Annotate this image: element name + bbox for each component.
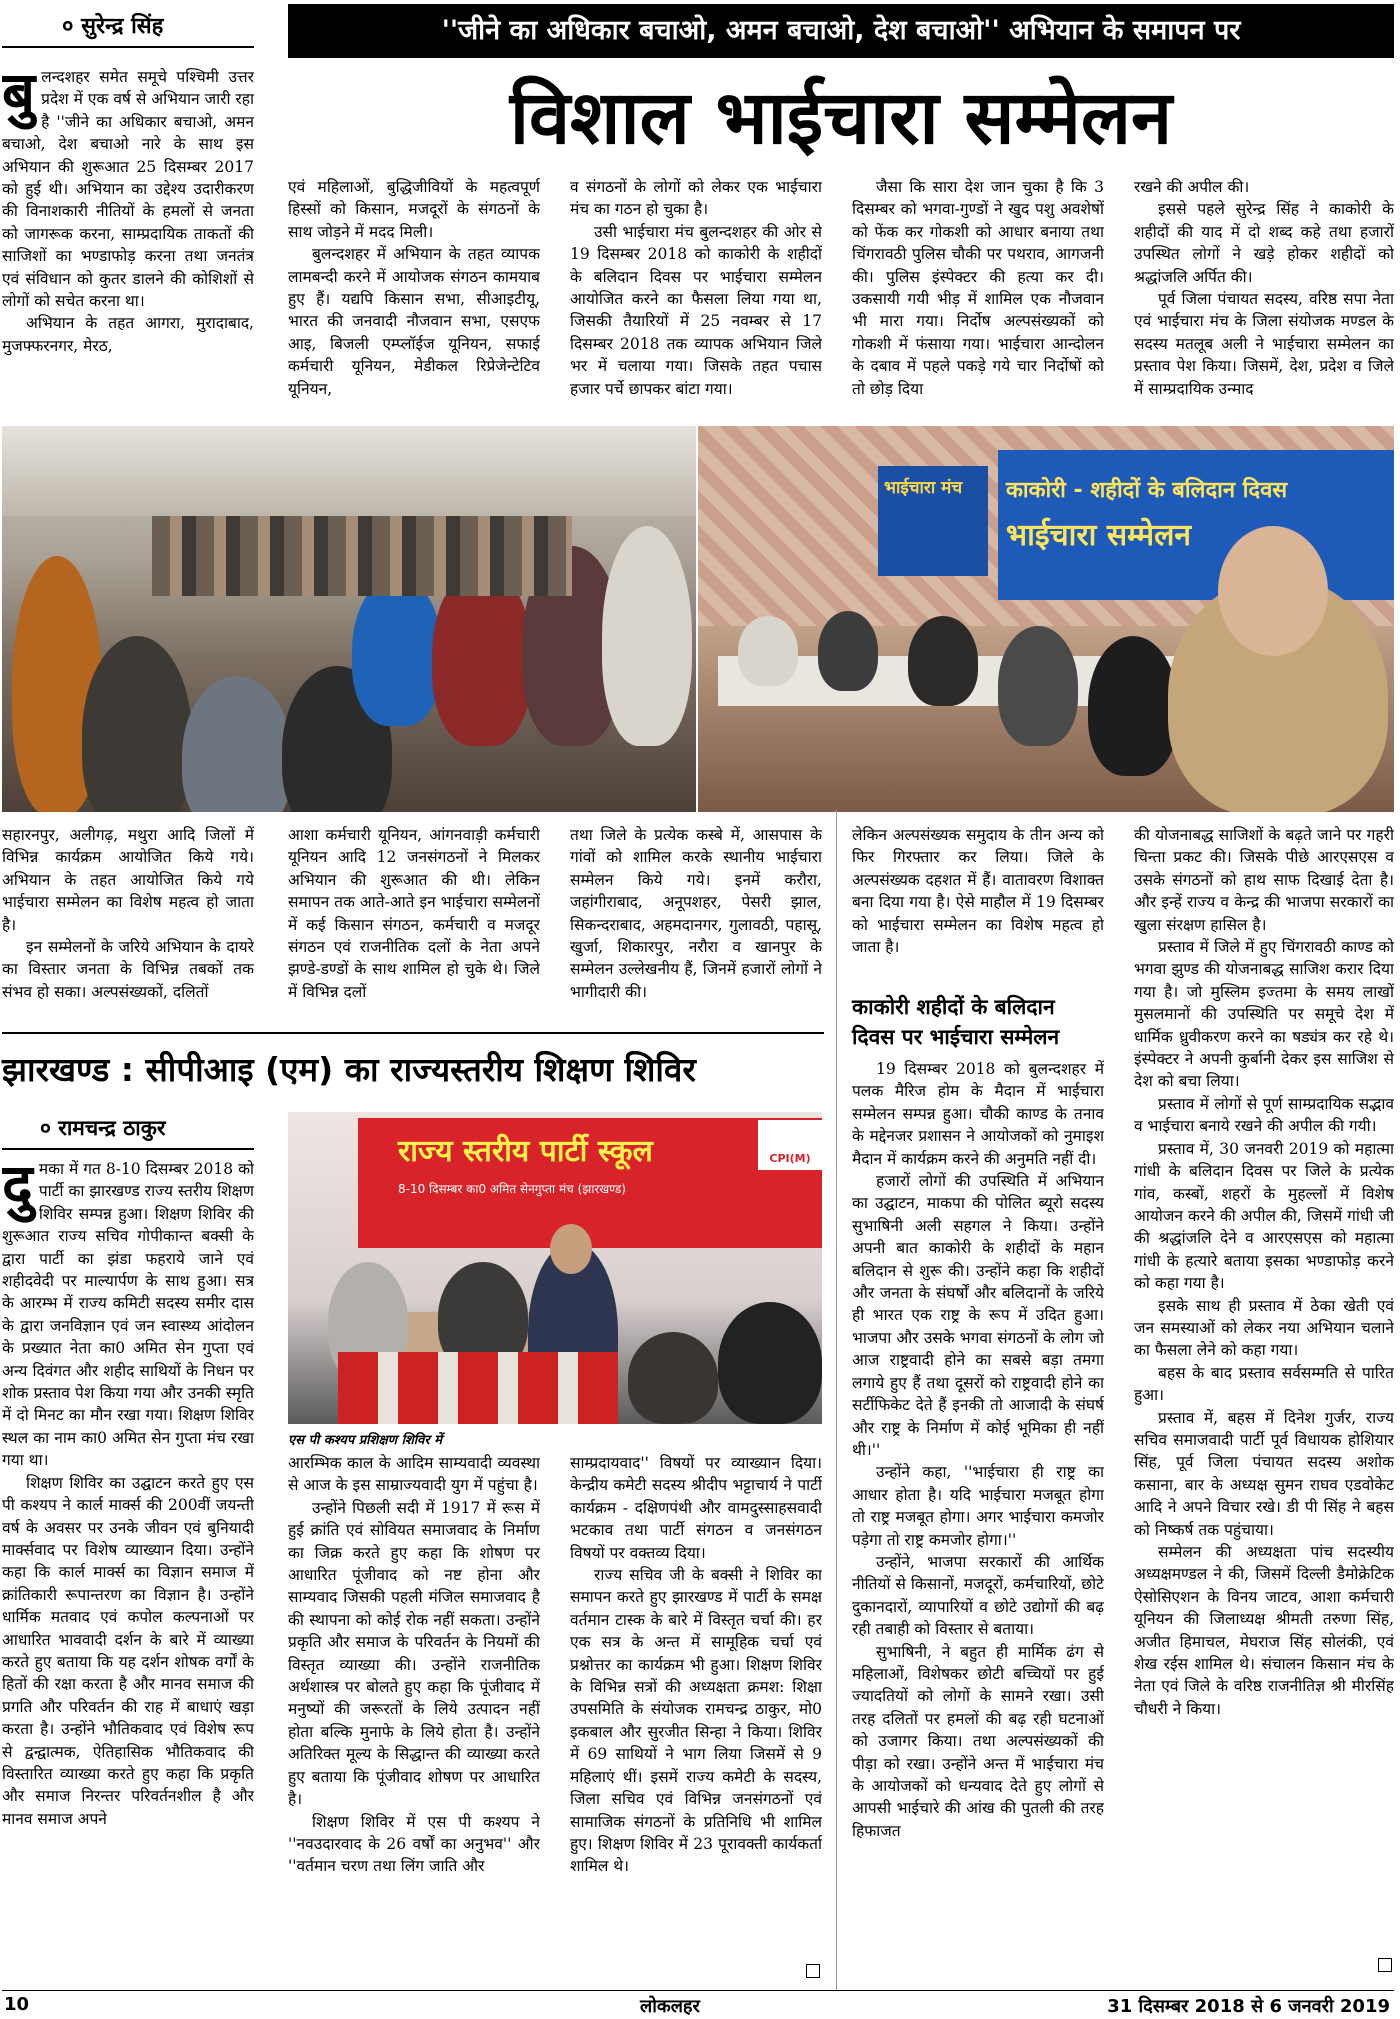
article1-col2-top bbox=[288, 176, 540, 416]
article2-headline: झारखण्ड : सीपीआइ (एम) का राज्यस्तरीय शिक्षण शिविर bbox=[2, 1050, 696, 1089]
paragraph: व संगठनों के लोगों को लेकर एक भाईचारा मंच का गठन हो चुका है। bbox=[570, 178, 822, 219]
article1-col4-bot bbox=[852, 824, 1104, 974]
banner-main-text: काकोरी - शहीदों के बलिदान दिवस bbox=[1006, 478, 1288, 503]
article1-col3-bot bbox=[570, 824, 822, 1004]
cpim-logo bbox=[758, 1120, 822, 1170]
person-figure bbox=[1088, 636, 1178, 776]
person-figure bbox=[908, 616, 978, 706]
sub-headline: काकोरी शहीदों के बलिदान दिवस पर भाईचारा सम्मेलन bbox=[852, 995, 1060, 1049]
banner-left-text: भाईचारा मंच bbox=[884, 478, 963, 498]
person-figure bbox=[718, 1302, 822, 1424]
article1-col2-bot bbox=[288, 824, 540, 1004]
footer-rule bbox=[2, 1990, 1394, 1991]
person-figure bbox=[602, 526, 692, 746]
paragraph: उसी भाईचारा मंच बुलन्दशहर की ओर से 19 दिसम्बर 2018 को काकोरी के शहीदों के बलिदान दिवस पर भाईचारा सम्मेलन आयोजित करने का फैसला लिया गया था, जिसकी तैयारियों में 25 नवम्बर से 17 दिसम्बर 2018 तक व्यापक अभियान जिले भर में चलाया गया। जिसके तहत पचास हजार पर्चे छापकर बांटा गया। bbox=[570, 222, 822, 398]
person-figure bbox=[352, 576, 442, 726]
paragraph: बुलन्दशहर में अभियान के तहत व्यापक लामबन्दी करने में आयोजक संगठन कामयाब हुए हैं। यद्यपि किसान सभा, सीआइटीयू, भारत की जनवादी नौजवान सभा, एसएफ आइ, बिजली एम्प्लॉईज यूनियन, सफाई कर्मचारी यूनियन, मेडीकल रिप्रेजेन्टेटिव यूनियन, bbox=[288, 245, 540, 398]
paragraph: प्रस्ताव में, बहस में दिनेश गुर्जर, राज्य सचिव समाजवादी पार्टी पूर्व विधायक होशियार सिंह, पूर्व जिला पंचायत सदस्य अशोक कसाना, बार के अध्यक्ष सुमन राघव एडवोकेट आदि ने अपने विचार रखे। डी पी सिंह ने बहस को निष्कर्ष तक पहुंचाया। bbox=[1134, 1408, 1394, 1539]
paragraph: आरम्भिक काल के आदिम साम्यवादी व्यवस्था से आज के इस साम्राज्यवादी युग में पहुंचा है। bbox=[288, 1454, 540, 1495]
paragraph: प्रस्ताव में जिले में हुए चिंगरावठी काण्ड को भगवा झुण्ड की योजनाबद्ध साजिश करार दिया गया है। जो मुस्लिम इज्तमा के समय लाखों मुसलमानों की उपस्थिति पर समूचे देश में धार्मिक ध्रुवीकरण करने का षड्यंत्र कर रहे थे। इंस्पेक्टर ने अपनी कुर्बानी देकर इस साजिश से देश को बचा लिया। bbox=[1134, 938, 1394, 1091]
paragraph: तथा जिले के प्रत्येक कस्बे में, आसपास के गांवों को शामिल करके स्थानीय भाईचारा सम्मेलन किये गये। इनमें करौरा, जहांगीराबाद, अनूपशहर, पेसरी झाल, सिकन्दराबाद, अहमदानगर, गुलावठी, पहासू, खुर्जा, शिकारपुर, नरौरा व खानपुर के सम्मेलन उल्लेखनीय हैं, जिनमें हजारों लोगों ने भागीदारी की। bbox=[570, 826, 822, 1001]
paragraph: जैसा कि सारा देश जान चुका है कि 3 दिसम्बर को भगवा-गुण्डों ने खुद पशु अवशेषों को फेंक कर गोकशी को आधार बनाया तथा चिंगरावठी पुलिस चौकी पर पथराव, आगजनी की। पुलिस इंस्पेक्टर की हत्या कर दी। उकसायी गयी भीड़ में शामिल एक नौजवान भी मारा गया। निर्दोष अल्पसंख्यकों को गोकशी में फंसाया गया। भाईचारा आन्दोलन के दबाव में पहले पकड़े गये चार निर्दोषों को तो छोड़ दिया bbox=[852, 178, 1104, 398]
paragraph: उन्होंने पिछली सदी में 1917 में रूस में हुई क्रांति एवं सोवियत समाजवाद के निर्माण का जिक्र करते हुए कहा कि शोषण पर आधारित पूंजीवाद को नष्ट होना और साम्यवाद जिसकी पहली मंजिल समाजवाद है की स्थापना को कोई रोक नहीं सकता। उन्होंने प्रकृति और समाज के परिवर्तन के नियमों की विस्तृत व्याख्या की। उन्होंने राजनीतिक अर्थशास्त्र पर बोलते हुए कहा कि पूंजीवाद में मनुष्यों की जरूरतों के लिये उत्पादन नहीं होता बल्कि मुनाफे के लिये होता है। उन्होंने अतिरिक्त मूल्य के सिद्धान्त की व्याख्या करते हुए बताया कि पूंजीवाद शोषण पर आधारित है। bbox=[288, 1498, 540, 1809]
paragraph: अभियान के तहत आगरा, मुरादाबाद, मुजफ्फरनगर, मेरठ, bbox=[2, 314, 254, 355]
article1-col4-top bbox=[852, 176, 1104, 416]
red-chairs bbox=[338, 1352, 618, 1424]
kicker-text: ''जीने का अधिकार बचाओ, अमन बचाओ, देश बचाओ'' अभियान के समापन पर bbox=[441, 15, 1241, 46]
article2-col1 bbox=[2, 1158, 254, 1984]
paragraph: इन सम्मेलनों के जरिये अभियान के दायरे का विस्तार जनता के विभिन्न तबकों तक संभव हो सका। अल्पसंख्यकों, दलितों bbox=[2, 938, 254, 1001]
article2-byline: ० रामचन्द्र ठाकुर bbox=[40, 1116, 166, 1140]
paragraph: हजारों लोगों की उपस्थिति में अभियान का उद्घाटन, माकपा की पोलित ब्यूरो सदस्य सुभाषिनी अली सहगल ने किया। उन्होंने अपनी बात काकोरी के शहीदों के महान बलिदान से शुरू की। उन्होंने कहा कि शहीदों और जनता के संघर्षों और बलिदानों के जरिये ही भारत एक राष्ट्र के रूप में उदित हुआ। भाजपा और उसके भगवा संगठनों के लोग जो आज राष्ट्रवादी होने का सबसे बड़ा तमगा लगाये हुए हैं तथा दूसरों को राष्ट्रवादी होने का सर्टीफिकेट देते हैं इनकी तो आजादी के संघर्ष और राष्ट्र के निर्माण में कोई भूमिका ही नहीं थी।'' bbox=[852, 1172, 1104, 1459]
crowd-rows bbox=[152, 516, 572, 596]
article1-col5-top bbox=[1134, 176, 1394, 416]
article1-col5-bot bbox=[1134, 824, 1394, 1984]
column-rule bbox=[836, 810, 837, 1990]
byline-rule bbox=[2, 1148, 254, 1150]
paragraph: एवं महिलाओं, बुद्धिजीवियों के महत्वपूर्ण हिस्सों को किसान, मजदूरों के संगठनों के साथ जोड़ने में मदद मिली। bbox=[288, 178, 540, 241]
school-banner-text: राज्य स्तरीय पार्टी स्कूल bbox=[398, 1134, 653, 1169]
paragraph: उन्होंने, भाजपा सरकारों की आर्थिक नीतियों से किसानों, मजदूरों, कर्मचारियों, छोटे दुकानदारों, व्यापारियों व छोटे उद्योगों की बढ़ रही तबाही को विस्तार से बताया। bbox=[852, 1552, 1104, 1639]
article1-byline: ० सुरेन्द्र सिंह bbox=[62, 14, 164, 39]
banner-main-text: भाईचारा सम्मेलन bbox=[1006, 518, 1192, 553]
photo-caption: एस पी कश्यप प्रशिक्षण शिविर में bbox=[288, 1433, 443, 1448]
paragraph: सम्मेलन की अध्यक्षता पांच सदस्यीय अध्यक्षमण्डल ने की, जिसमें दिल्ली डैमोक्रेटिक ऐसोसिएशन के विनय जाटव, आशा कर्मचारी यूनियन की जिलाध्यक्ष श्रीमती तरुणा सिंह, अजीत हिमाचल, मेघराज सिंह सोलंकी, एवं शेख रईस शामिल थे। संचालन किसान मंच के नेता एवं जिले के वरिष्ठ राजनीतिज्ञ श्री मीरसिंह चौधरी ने किया। bbox=[1134, 1543, 1394, 1718]
kicker-banner bbox=[288, 4, 1394, 58]
paragraph: सहारनपुर, अलीगढ़, मथुरा आदि जिलों में विभिन्न कार्यक्रम आयोजित किये गये। अभियान के तहत आयोजित किये गये भाईचारा सम्मेलन का विशेष महत्व हो जाता है। bbox=[2, 826, 254, 934]
person-figure bbox=[82, 636, 192, 812]
paragraph: शिक्षण शिविर का उद्घाटन करते हुए एस पी कश्यप ने कार्ल मार्क्स की 200वीं जयन्ती वर्ष के अवसर पर उनके जीवन एवं बुनियादी मार्क्सवाद पर विशेष व्याख्यान दिया। उन्होंने कहा कि कार्ल मार्क्स का विज्ञान समाज में क्रांतिकारी रूपान्तरण का विज्ञान है। उन्होंने धार्मिक मतवाद एवं कपोल कल्पनाओं पर आधारित भाववादी दर्शन के बारे में व्याख्या करते हुए बताया कि यह दर्शन शोषक वर्गों के हितों की रक्षा करता है और मानव समाज की प्रगति और परिवर्तन की राह में बाधाएं खड़ा करता है। उन्होंने भौतिकवाद एवं विशेष रूप से द्वन्द्वात्मक, ऐतिहासिक भौतिकवाद की विस्तारित व्याख्या करते हुए कहा कि प्रकृति और समाज निरन्तर परिवर्तनशील है और मानव समाज अपने bbox=[2, 1473, 254, 1828]
person-figure bbox=[182, 676, 292, 812]
paragraph: लेकिन अल्पसंख्यक समुदाय के तीन अन्य को फिर गिरफ्तार कर लिया। जिले के अल्पसंख्यक दहशत में हैं। वातावरण विशाक्त बना दिया गया है। ऐसे माहौल में 19 दिसम्बर को भाईचारा सम्मेलन का विशेष महत्व हो जाता है। bbox=[852, 826, 1104, 957]
banner-main bbox=[998, 450, 1394, 600]
paragraph: इसके साथ ही प्रस्ताव में ठेका खेती एवं जन समस्याओं को लेकर नया अभियान चलाने का फैसला लेने को कहा गया। bbox=[1134, 1296, 1394, 1360]
lead-paragraph: लन्दशहर समेत समूचे पश्चिमी उत्तर प्रदेश में एक वर्ष से अभियान जारी रहा है ''जीने का अधिकार बचाओ, अमन बचाओ, देश बचाओ नारे के साथ इस अभियान की शुरूआत 25 दिसम्बर 2017 को हुई थी। अभियान का उद्देश्य उदारीकरण की विनाशकारी नीतियों के हमलों से जनता को जागरूक करना, साम्प्रदायिक ताकतों की साजिशों का भण्डाफोड़ करना तथा जनतंत्र एवं संविधान को कुतर डालने की कोशिशों से लोगों को सचेत करना था। bbox=[2, 68, 254, 311]
school-banner bbox=[358, 1118, 822, 1248]
article1-col1-bot bbox=[2, 824, 254, 1004]
photo-stage bbox=[698, 426, 1394, 812]
page-number: 10 bbox=[4, 1994, 30, 2015]
paragraph: शिक्षण शिविर में एस पी कश्यप ने ''नवउदारवाद के 26 वर्षों का अनुभव'' और ''वर्तमान चरण तथा लिंग जाति और bbox=[288, 1812, 540, 1876]
person-figure bbox=[818, 611, 878, 691]
paragraph: इससे पहले सुरेन्द्र सिंह ने काकोरी के शहीदों की याद में दो शब्द कहे तथा हजारों उपस्थित लोगों ने खड़े होकर शहीदों को श्रद्धांजलि अर्पित की। bbox=[1134, 200, 1394, 286]
paragraph: आशा कर्मचारी यूनियन, आंगनवाड़ी कर्मचारी यूनियन आदि 12 जनसंगठनों ने मिलकर अभियान की शुरूआत की थी। लेकिन समापन तक आते-आते इन भाईचारा सम्मेलनों में कई किसान संगठन, कर्मचारी व मजदूर संगठन एवं राजनीतिक दलों के नेता अपने झण्डे-डण्डों के साथ शामिल हो चुके थे। जिले में विभिन्न दलों bbox=[288, 826, 540, 1001]
paragraph: साम्प्रदायवाद'' विषयों पर व्याख्यान दिया। केन्द्रीय कमेटी सदस्य श्रीदीप भट्टाचार्य ने पार्टी कार्यक्रम - दक्षिणपंथी और वामदुस्साहसवादी भटकाव तथा पार्टी संगठन व जनसंगठन विषयों पर वक्तव्य दिया। bbox=[570, 1454, 822, 1562]
dropcap: बु bbox=[2, 66, 36, 127]
article1-col1-top bbox=[2, 66, 254, 416]
speaker-head bbox=[550, 1224, 592, 1274]
person-figure bbox=[738, 616, 798, 686]
cpim-logo-text: CPI(M) bbox=[769, 1152, 811, 1165]
paragraph: बहस के बाद प्रस्ताव सर्वसम्मति से पारित हुआ। bbox=[1134, 1363, 1394, 1405]
issue-date: 31 दिसम्बर 2018 से 6 जनवरी 2019 bbox=[1107, 1996, 1390, 2017]
person-figure bbox=[998, 626, 1078, 746]
paragraph: प्रस्ताव में लोगों से पूर्ण साम्प्रदायिक सद्भाव व भाईचारा बनाये रखने की अपील की गयी। bbox=[1134, 1094, 1394, 1136]
school-banner-sub: 8-10 दिसम्बर का0 अमित सेनगुप्ता मंच (झारखण्ड) bbox=[398, 1182, 626, 1196]
publication-name: लोकलहर bbox=[640, 1996, 700, 2017]
photo-audience bbox=[2, 426, 696, 812]
end-mark bbox=[1378, 1958, 1392, 1972]
end-mark bbox=[806, 1964, 820, 1978]
article-separator bbox=[2, 1032, 824, 1034]
main-headline: विशाल भाईचारा सम्मेलन bbox=[509, 75, 1173, 161]
lead-paragraph: मका में गत 8-10 दिसम्बर 2018 को पार्टी का झारखण्ड राज्य स्तरीय शिक्षण शिविर सम्पन्न हुआ। शिक्षण शिविर की शुरूआत राज्य सचिव गोपीकान्त बक्सी के द्वारा पार्टी का झंडा फहराये जाने एवं शहीदवेदी पर माल्यार्पण के साथ हुआ। सत्र के आरम्भ में राज्य कमिटी सदस्य समीर दास के द्वारा जनविज्ञान एवं जन स्वास्थ्य आंदोलन के प्रख्यात नेता का0 अमित सेन गुप्ता एवं अन्य दिवंगत और शहीद साथियों के निधन पर शोक प्रस्ताव पेश किया गया और उनकी स्मृति में दो मिनट का मौन रखा गया। शिक्षण शिविर स्थल का नाम का0 अमित सेन गुप्ता मंच रखा गया था। bbox=[2, 1160, 254, 1470]
article1-col3-top bbox=[570, 176, 822, 416]
paragraph: प्रस्ताव में, 30 जनवरी 2019 को महात्मा गांधी के बलिदान दिवस पर जिले के प्रत्येक गांव, कस्बों, शहरों के मुहल्लों में विशेष आयोजन करने की अपील की, जिसमें गांधी जी की श्रद्धांजलि देने व आरएसएस को महात्मा गांधी के हत्यारे बताया इसका भण्डाफोड़ करने को कहा गया है। bbox=[1134, 1139, 1394, 1293]
banner-left bbox=[878, 466, 988, 576]
photo-party-school bbox=[288, 1112, 822, 1424]
person-figure bbox=[628, 1332, 718, 1424]
paragraph: सुभाषिनी, ने बहुत ही मार्मिक ढंग से महिलाओं, विशेषकर छोटी बच्चियों पर हुई ज्यादतियों को लोगों के सामने रखा। उसी तरह दलितों पर हमलों की बढ़ रही घटनाओं को उजागर किया। तथा अल्पसंख्यकों की पीड़ा को रखा। उन्होंने अन्त में भाईचारा मंच के आयोजकों को धन्यवाद देते हुए लोगों से आपसी भाईचारे की आंख की पुतली की तरह हिफाजत bbox=[852, 1642, 1104, 1840]
speaker-head bbox=[1218, 526, 1328, 656]
paragraph: 19 दिसम्बर 2018 को बुलन्दशहर में पलक मैरिज होम के मैदान में भाईचारा सम्मेलन सम्पन्न हुआ। चौकी काण्ड के तनाव के मद्देनजर प्रशासन ने आयोजकों को नुमाइश मैदान में कार्यक्रम करने की अनुमति नहीं दी। bbox=[852, 1060, 1104, 1168]
article2-col2 bbox=[288, 1452, 540, 1984]
paragraph: राज्य सचिव जी के बक्सी ने शिविर का समापन करते हुए झारखण्ड में पार्टी के समक्ष वर्तमान टास्क के बारे में विस्तृत चर्चा की। हर एक सत्र के अन्त में सामूहिक चर्चा एवं प्रश्नोत्तर का कार्यक्रम भी हुआ। शिक्षण शिविर के विभिन्न सत्रों की अध्यक्षता क्रमश: शिक्षा उपसमिति के संयोजक रामचन्द्र ठाकुर, मो0 इकबाल और सुरजीत सिन्हा ने किया। शिविर में 69 साथियों ने भाग लिया जिसमें से 9 महिलाएं थीं। इसमें राज्य कमेटी के सदस्य, जिला सचिव एवं विभिन्न जनसंगठनों एवं सामाजिक संगठनों के प्रतिनिधि भी शामिल हुए। शिक्षण शिविर में 23 पूरावक्ती कार्यकर्ता शामिल थे। bbox=[570, 1566, 822, 1876]
dropcap: दु bbox=[2, 1158, 33, 1219]
byline-rule bbox=[2, 46, 254, 48]
paragraph: पूर्व जिला पंचायत सदस्य, वरिष्ठ सपा नेता एवं भाईचारा मंच के जिला संयोजक मण्डल के सदस्य मतलूब अली ने भाईचारा सम्मेलन का प्रस्ताव पेश किया। जिसमें, देश, प्रदेश व जिले में साम्प्रदायिक उन्माद bbox=[1134, 290, 1394, 398]
article2-col3 bbox=[570, 1452, 822, 1984]
paragraph: की योजनाबद्ध साजिशों के बढ़ते जाने पर गहरी चिन्ता प्रकट की। जिसके पीछे आरएसएस व उसके संगठनों को हाथ साफ दिखाई देता है। और इन्हें राज्य व केन्द्र की भाजपा सरकारों का खुला संरक्षण हासिल है। bbox=[1134, 826, 1394, 934]
hall-wall bbox=[2, 426, 696, 516]
paragraph: उन्होंने कहा, ''भाईचारा ही राष्ट्र का आधार होता है। यदि भाईचारा मजबूत होगा तो राष्ट्र मजबूत होगा। अगर भाईचारा कमजोर पड़ेगा तो राष्ट्र कमजोर होगा।'' bbox=[852, 1463, 1104, 1549]
article1-col4-sub bbox=[852, 1058, 1104, 1984]
paragraph: रखने की अपील की। bbox=[1134, 178, 1250, 196]
